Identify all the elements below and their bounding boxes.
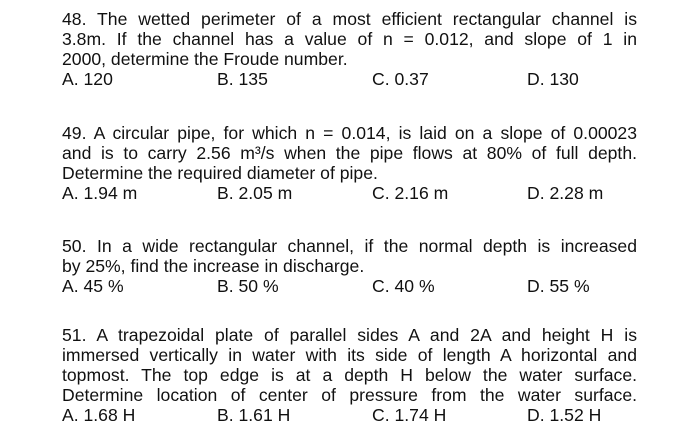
question-48	[62, 9, 637, 89]
choice-b: B. 1.61 H	[217, 405, 291, 425]
choice-d: D. 130	[527, 69, 579, 89]
question-text-line: 48. The wetted perimeter of a most efficient rectangular channel is	[62, 9, 637, 29]
choice-a: A. 1.68 H	[62, 405, 136, 425]
choice-d: D. 55 %	[527, 276, 590, 296]
question-text-line: 3.8m. If the channel has a value of n = 0.012, and slope of 1 in	[62, 29, 637, 49]
question-50	[62, 236, 637, 296]
choice-c: C. 1.74 H	[372, 405, 447, 425]
question-text-line: Determine location of center of pressure from the water surface.	[62, 385, 637, 405]
question-text-line: 49. A circular pipe, for which n = 0.014, is laid on a slope of 0.00023	[62, 123, 637, 143]
question-text-line: Determine the required diameter of pipe.	[62, 163, 378, 183]
choice-b: B. 135	[217, 69, 268, 89]
question-49	[62, 123, 637, 203]
question-51	[62, 325, 637, 425]
answer-choices	[62, 69, 637, 89]
question-text-line: topmost. The top edge is at a depth H below the water surface.	[62, 365, 637, 385]
question-text-line: 50. In a wide rectangular channel, if the normal depth is increased	[62, 236, 637, 256]
choice-c: C. 0.37	[372, 69, 429, 89]
question-text-line: 51. A trapezoidal plate of parallel sides A and 2A and height H is	[62, 325, 637, 345]
answer-choices	[62, 276, 637, 296]
choice-d: D. 1.52 H	[527, 405, 602, 425]
question-text-line: immersed vertically in water with its side of length A horizontal and	[62, 345, 637, 365]
choice-a: A. 1.94 m	[62, 183, 138, 203]
choice-d: D. 2.28 m	[527, 183, 604, 203]
choice-c: C. 40 %	[372, 276, 435, 296]
choice-b: B. 50 %	[217, 276, 279, 296]
question-text-line: and is to carry 2.56 m³/s when the pipe flows at 80% of full depth.	[62, 143, 637, 163]
answer-choices	[62, 183, 637, 203]
question-text-line: 2000, determine the Froude number.	[62, 49, 348, 69]
choice-a: A. 45 %	[62, 276, 124, 296]
question-text-line: by 25%, find the increase in discharge.	[62, 256, 365, 276]
choice-a: A. 120	[62, 69, 113, 89]
choice-c: C. 2.16 m	[372, 183, 449, 203]
answer-choices	[62, 405, 637, 425]
choice-b: B. 2.05 m	[217, 183, 293, 203]
